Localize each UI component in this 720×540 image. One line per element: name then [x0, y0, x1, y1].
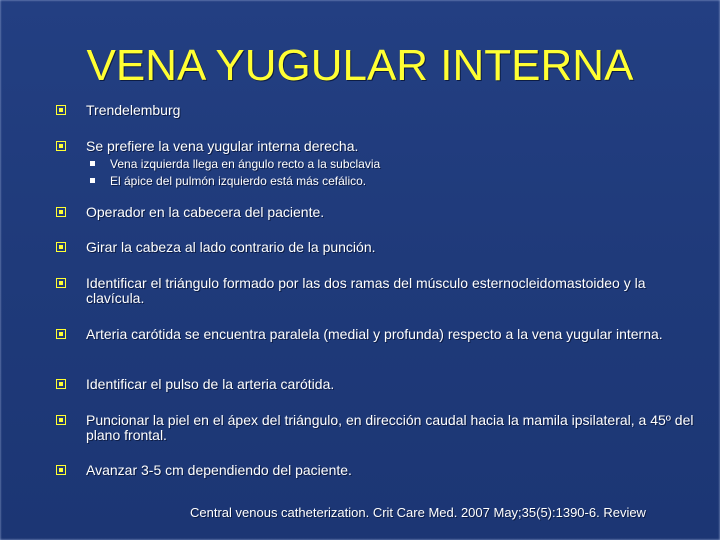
bullet-text: Puncionar la piel en el ápex del triángulo, en dirección caudal hacia la mamila ipsilateral, a 45º del plano frontal.	[86, 412, 694, 443]
square-bullet-icon	[56, 278, 66, 288]
bullet-item	[56, 413, 696, 443]
square-bullet-icon	[56, 329, 66, 339]
square-bullet-icon	[56, 141, 66, 151]
square-bullet-icon	[56, 379, 66, 389]
bullet-text: Arteria carótida se encuentra paralela (medial y profunda) respecto a la vena yugular interna.	[86, 326, 663, 342]
bullet-item	[56, 463, 696, 478]
square-bullet-icon	[56, 415, 66, 425]
bullet-item	[56, 139, 696, 154]
sub-bullet-item	[90, 157, 690, 171]
square-bullet-icon	[56, 105, 66, 115]
bullet-item	[56, 240, 696, 255]
bullet-item	[56, 377, 696, 392]
reference-citation: Central venous catheterization. Crit Care Med. 2007 May;35(5):1390-6. Review	[190, 505, 646, 520]
bullet-item	[56, 327, 696, 342]
sub-bullet-text: Vena izquierda llega en ángulo recto a la subclavia	[110, 157, 381, 171]
square-bullet-icon	[56, 465, 66, 475]
bullet-item	[56, 276, 696, 306]
bullet-text: Girar la cabeza al lado contrario de la punción.	[86, 239, 376, 255]
sub-bullet-item	[90, 174, 690, 188]
slide-title: VENA YUGULAR INTERNA	[86, 41, 634, 90]
bullet-text: Identificar el triángulo formado por las dos ramas del músculo esternocleidomastoideo y la clavícula.	[86, 275, 646, 306]
bullet-item	[56, 205, 696, 220]
bullet-text: Se prefiere la vena yugular interna derecha.	[86, 138, 359, 154]
square-bullet-icon	[56, 242, 66, 252]
sub-bullet-text: El ápice del pulmón izquierdo está más cefálico.	[110, 174, 367, 188]
bullet-text: Identificar el pulso de la arteria carótida.	[86, 376, 335, 392]
bullet-text: Avanzar 3-5 cm dependiendo del paciente.	[86, 462, 352, 478]
bullet-item	[56, 103, 696, 118]
bullet-text: Operador en la cabecera del paciente.	[86, 204, 325, 220]
small-square-bullet-icon	[90, 161, 95, 166]
square-bullet-icon	[56, 207, 66, 217]
bullet-text: Trendelemburg	[86, 102, 181, 118]
small-square-bullet-icon	[90, 178, 95, 183]
